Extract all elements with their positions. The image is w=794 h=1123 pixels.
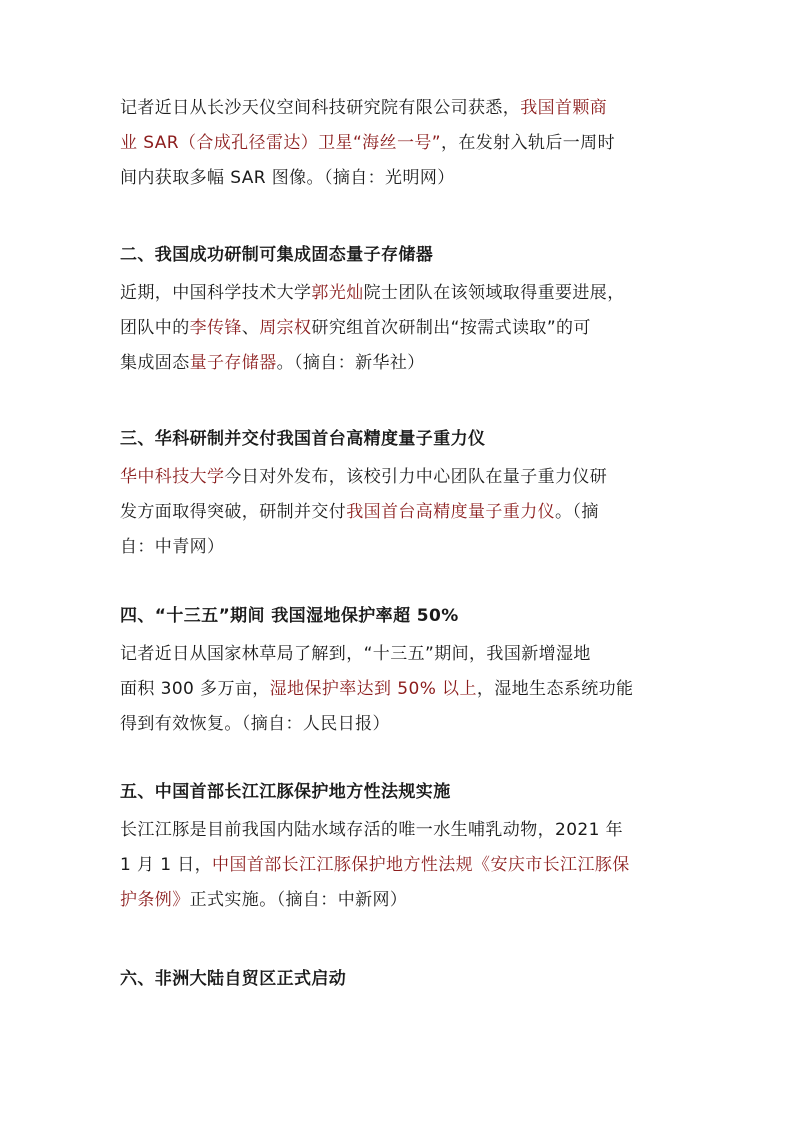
highlighted-text: 护条例》 <box>120 890 190 910</box>
highlighted-text: 中国首部长江江豚保护地方性法规《安庆市长江江豚保 <box>212 855 630 875</box>
body-text: 自：中青网） <box>120 537 225 557</box>
paragraph-line <box>120 351 425 375</box>
highlighted-text: 量子存储器 <box>189 353 277 373</box>
paragraph-line <box>120 818 623 842</box>
body-text: 面积 300 多万亩， <box>120 679 270 699</box>
body-text: 。（摘 <box>555 502 599 522</box>
highlighted-text: 我国首颗商 <box>520 98 608 118</box>
body-text: 正式实施。（摘自：中新网） <box>189 890 408 910</box>
body-text: 研究组首次研制出“按需式读取”的可 <box>311 318 591 338</box>
body-text: ，湿地生态系统功能 <box>476 679 634 699</box>
paragraph-line <box>120 96 607 120</box>
highlighted-text: 郭光灿 <box>311 283 364 303</box>
body-text: 1 月 1 日， <box>120 855 213 875</box>
paragraph-line <box>120 281 625 305</box>
body-text: 记者近日从国家林草局了解到，“十三五”期间，我国新增湿地 <box>120 644 591 664</box>
body-text: 团队中的 <box>120 318 190 338</box>
body-text: 得到有效恢复。（摘自：人民日报） <box>120 714 390 734</box>
paragraph-line <box>120 316 591 340</box>
body-text: 发方面取得突破，研制并交付 <box>120 502 347 522</box>
highlighted-text: 我国首台高精度量子重力仪 <box>346 502 556 522</box>
section-heading: 六、非洲大陆自贸区正式启动 <box>120 969 347 989</box>
highlighted-text: 李传锋 <box>189 318 242 338</box>
body-text: 今日对外发布，该校引力中心团队在量子重力仪研 <box>224 467 608 487</box>
paragraph-line <box>120 465 607 489</box>
highlighted-text: 业 SAR（合成孔径雷达）卫星“海丝一号” <box>120 133 441 153</box>
paragraph-line <box>120 712 390 736</box>
paragraph-line <box>120 500 599 524</box>
paragraph-line <box>120 888 407 912</box>
paragraph-line <box>120 535 224 559</box>
body-text: 、 <box>241 318 260 338</box>
paragraph-line <box>120 853 630 877</box>
body-text: 间内获取多幅 SAR 图像。（摘自：光明网） <box>120 168 455 188</box>
body-text: 长江江豚是目前我国内陆水域存活的唯一水生哺乳动物，2021 年 <box>120 820 624 840</box>
highlighted-text: 湿地保护率达到 50% 以上 <box>269 679 477 699</box>
section-heading: 五、中国首部长江江豚保护地方性法规实施 <box>120 782 451 802</box>
highlighted-text: 华中科技大学 <box>120 467 225 487</box>
body-text: 近期，中国科学技术大学 <box>120 283 312 303</box>
section-heading: 二、我国成功研制可集成固态量子存储器 <box>120 245 434 265</box>
paragraph-line <box>120 642 591 666</box>
body-text: 。（摘自：新华社） <box>276 353 425 373</box>
body-text: 集成固态 <box>120 353 190 373</box>
paragraph-line <box>120 166 455 190</box>
paragraph-line <box>120 131 615 155</box>
body-text: ，在发射入轨后一周时 <box>440 133 615 153</box>
body-text: 院士团队在该领域取得重要进展， <box>363 283 625 303</box>
section-heading: 四、“十三五”期间 我国湿地保护率超 50% <box>120 606 459 626</box>
highlighted-text: 周宗权 <box>259 318 312 338</box>
body-text: 记者近日从长沙天仪空间科技研究院有限公司获悉， <box>120 98 521 118</box>
section-heading: 三、华科研制并交付我国首台高精度量子重力仪 <box>120 429 486 449</box>
paragraph-line <box>120 677 633 701</box>
